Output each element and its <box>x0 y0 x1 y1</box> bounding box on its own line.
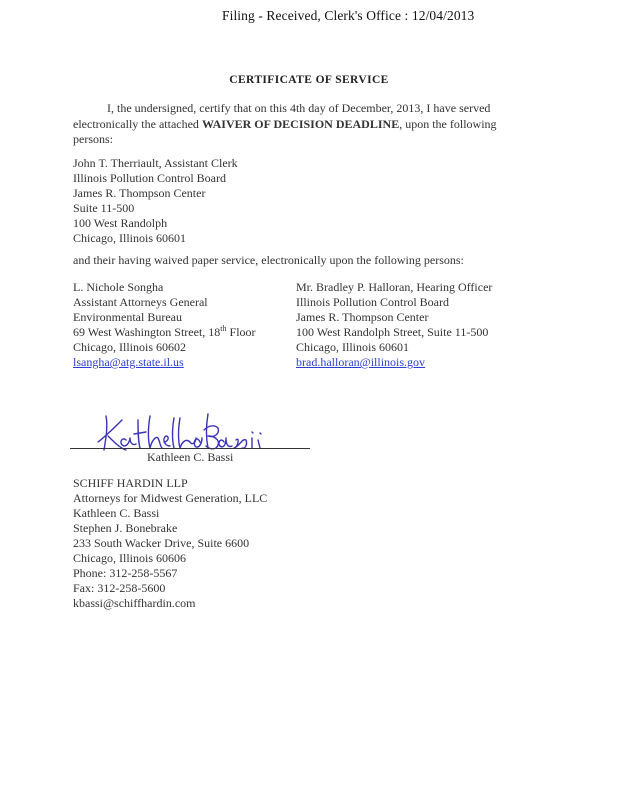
firm-line: Stephen J. Bonebrake <box>73 521 178 535</box>
email-link[interactable]: lsangha@atg.state.il.us <box>73 355 184 369</box>
contact-city: Chicago, Illinois 60602 <box>73 340 186 354</box>
firm-line: Kathleen C. Bassi <box>73 506 160 520</box>
street-text: 69 West Washington Street, 18 <box>73 325 221 339</box>
recipient-clerk <box>73 156 238 246</box>
intro-text-1: I, the undersigned, certify that on this 4th day of December, 2013, I have served electronically the attached <box>73 101 491 131</box>
firm-email: kbassi@schiffhardin.com <box>73 596 196 610</box>
recipient-hearing-officer <box>296 280 492 370</box>
contact-title: Assistant Attorneys General <box>73 295 208 309</box>
intro-text-2: , upon the following persons: <box>73 116 497 146</box>
firm-line: Chicago, Illinois 60606 <box>73 551 186 565</box>
email-link[interactable]: brad.halloran@illinois.gov <box>296 355 426 369</box>
recipient-attorney-general <box>73 280 256 370</box>
recipient-line: James R. Thompson Center <box>73 186 206 200</box>
contact-bureau: Environmental Bureau <box>73 310 182 324</box>
contact-line: Illinois Pollution Control Board <box>296 295 450 309</box>
contact-name: L. Nichole Songha <box>73 280 164 294</box>
firm-signature-block <box>73 476 267 611</box>
recipient-line: 100 West Randolph <box>73 216 168 230</box>
contact-street <box>73 325 256 340</box>
intro-paragraph <box>73 101 513 148</box>
document-title: CERTIFICATE OF SERVICE <box>229 74 389 86</box>
firm-phone: Phone: 312-258-5567 <box>73 566 178 580</box>
firm-line: Attorneys for Midwest Generation, LLC <box>73 491 268 505</box>
recipient-line: Suite 11-500 <box>73 201 135 215</box>
contact-line: Chicago, Illinois 60601 <box>296 340 409 354</box>
firm-fax: Fax: 312-258-5600 <box>73 581 166 595</box>
signature-line <box>70 448 310 449</box>
signature-name: Kathleen C. Bassi <box>147 450 234 464</box>
intro-document-name: WAIVER OF DECISION DEADLINE <box>201 116 400 131</box>
recipient-line: Illinois Pollution Control Board <box>73 171 227 185</box>
contact-line: Mr. Bradley P. Halloran, Hearing Officer <box>296 280 493 294</box>
recipient-line: John T. Therriault, Assistant Clerk <box>73 156 238 170</box>
contact-line: 100 West Randolph Street, Suite 11-500 <box>296 325 489 339</box>
paper-service-note: and their having waived paper service, electronically upon the following persons: <box>73 253 464 267</box>
street-text-end: Floor <box>226 325 256 339</box>
street-superscript: th <box>220 324 227 333</box>
contact-line: James R. Thompson Center <box>296 310 429 324</box>
firm-line: 233 South Wacker Drive, Suite 6600 <box>73 536 250 550</box>
firm-name: SCHIFF HARDIN LLP <box>73 476 188 490</box>
filing-stamp: Filing - Received, Clerk's Office : 12/04/2013 <box>222 8 475 23</box>
recipient-line: Chicago, Illinois 60601 <box>73 231 186 245</box>
